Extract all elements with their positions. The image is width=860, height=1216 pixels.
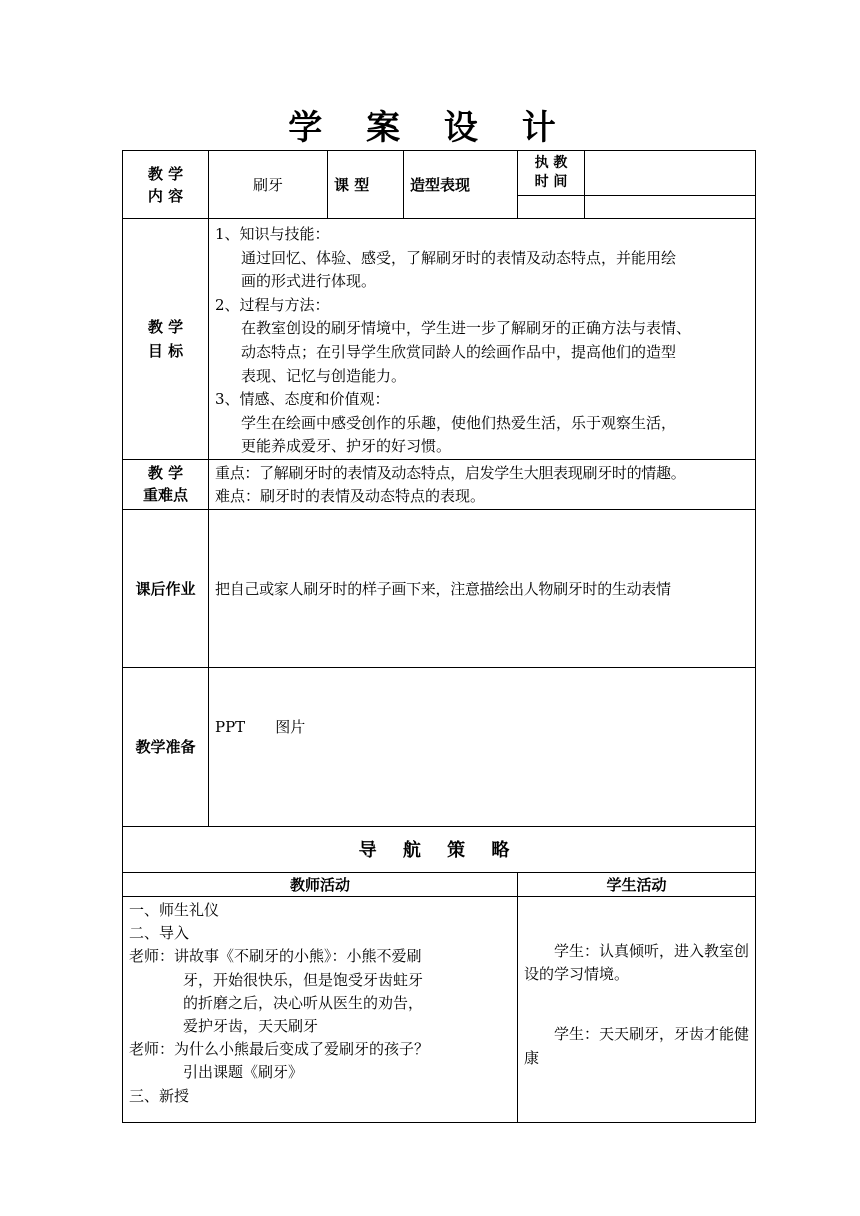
objective-line: 学生在绘画中感受创作的乐趣，使他们热爱生活，乐于观察生活， bbox=[241, 413, 677, 432]
teacher-line: 一、师生礼仪 bbox=[129, 900, 220, 919]
teacher-line: 引出课题《刷牙》 bbox=[183, 1063, 304, 1082]
teacher-activity-header: 教师活动 bbox=[123, 872, 518, 896]
objectives-label: 教 学 目 标 bbox=[123, 219, 209, 460]
homework-text: 把自己或家人刷牙时的样子画下来，注意描绘出人物刷牙时的生动表情 bbox=[209, 509, 756, 667]
objective-line: 表现、记忆与创造能力。 bbox=[241, 366, 407, 385]
student-line: 学生：认真倾听，进入教室创设的学习情境。 bbox=[524, 941, 750, 984]
time-label: 执 教 时 间 bbox=[518, 151, 585, 196]
navigation-heading: 导 航 策 略 bbox=[123, 826, 756, 872]
time-value bbox=[585, 151, 756, 196]
teacher-line: 三、新授 bbox=[129, 1086, 190, 1105]
objective-line: 1、知识与技能： bbox=[215, 225, 330, 243]
preparation-label: 教学准备 bbox=[123, 667, 209, 826]
objective-line: 3、情感、态度和价值观： bbox=[215, 390, 390, 409]
preparation-text: PPT 图片 bbox=[209, 667, 756, 826]
objective-line: 在教室创设的刷牙情境中，学生进一步了解刷牙的正确方法与表情、 bbox=[241, 319, 692, 338]
student-line: 学生：天天刷牙，牙齿才能健康 bbox=[524, 1025, 750, 1067]
objective-line: 动态特点；在引导学生欣赏同龄人的绘画作品中，提高他们的造型 bbox=[241, 342, 677, 361]
type-value: 造型表现 bbox=[404, 151, 518, 219]
objective-line: 通过回忆、体验、感受，了解刷牙时的表情及动态特点，并能用绘 bbox=[241, 248, 677, 267]
difficulty-text: 难点：刷牙时的表情及动态特点的表现。 bbox=[215, 486, 486, 505]
key-points-label: 教 学 重难点 bbox=[123, 459, 209, 509]
focus-text: 重点：了解刷牙时的表情及动态特点，启发学生大胆表现刷牙时的情趣。 bbox=[215, 463, 686, 482]
objectives-content bbox=[209, 219, 756, 460]
type-label: 课 型 bbox=[328, 151, 404, 219]
blank-cell-b bbox=[585, 196, 756, 219]
teacher-line: 老师：为什么小熊最后变成了爱刷牙的孩子？ bbox=[129, 1040, 430, 1059]
content-value: 刷牙 bbox=[209, 151, 328, 219]
objective-line: 画的形式进行体现。 bbox=[241, 272, 377, 291]
blank-cell-a bbox=[518, 196, 585, 219]
content-label: 教 学 内 容 bbox=[123, 151, 209, 219]
key-points-content bbox=[209, 459, 756, 509]
teacher-line: 二、导入 bbox=[129, 924, 190, 943]
page-title: 学 案 设 计 bbox=[288, 108, 572, 148]
objective-line: 2、过程与方法： bbox=[215, 295, 330, 314]
teacher-line: 老师：讲故事《不刷牙的小熊》：小熊不爱刷牙，开始很快乐，但是饱受牙齿蛀牙的折磨之后，决心听从医生的劝告，爱护牙齿，天天刷牙 bbox=[129, 947, 424, 1035]
homework-label: 课后作业 bbox=[123, 509, 209, 667]
objective-line: 更能养成爱牙、护牙的好习惯。 bbox=[241, 437, 452, 456]
student-activity-header: 学生活动 bbox=[518, 872, 756, 896]
teacher-activities bbox=[123, 896, 518, 1122]
student-activities bbox=[518, 896, 756, 1122]
lesson-plan-table bbox=[122, 150, 756, 1123]
